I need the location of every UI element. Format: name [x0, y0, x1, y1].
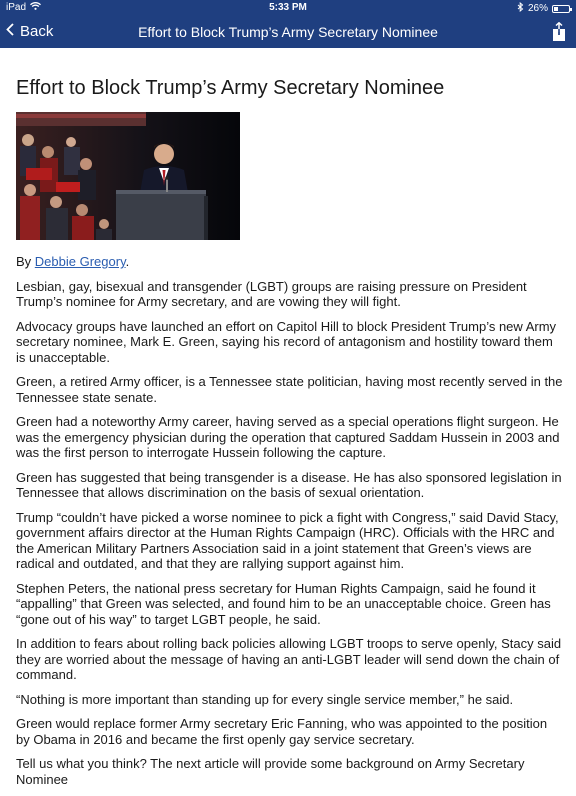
status-time: 5:33 PM — [269, 2, 307, 13]
article-paragraph: Green has suggested that being transgender is a disease. He has also sponsored legislation in Tennessee that allows discrimination on the basis of sexual orientation. — [16, 469, 562, 500]
byline-suffix: . — [125, 254, 130, 269]
article-paragraph: Advocacy groups have launched an effort on Capitol Hill to block President Trump’s new Army secretary nominee, Mark E. Green, saying his record of antagonism and hostility toward them is unacceptable. — [16, 318, 557, 365]
article-paragraph: Green would replace former Army secretary Eric Fanning, who was appointed to the position by Obama in 2016 and became the first openly gay service secretary. — [16, 716, 548, 747]
share-icon[interactable] — [552, 22, 566, 42]
article-paragraph: Lesbian, gay, bisexual and transgender (LGBT) groups are raising pressure on President Trump’s nominee for Army secretary, and are vowing they will fight. — [16, 278, 527, 309]
back-label: Back — [20, 23, 54, 40]
article-paragraph: Tell us what you think? The next article will provide some background on Army Secretary Nominee — [16, 756, 525, 787]
back-chevron-icon — [6, 23, 14, 40]
byline — [16, 254, 564, 270]
back-button[interactable] — [6, 23, 53, 40]
article-title: Effort to Block Trump’s Army Secretary Nominee — [16, 77, 445, 99]
nav-title: Effort to Block Trump’s Army Secretary Nominee — [138, 24, 438, 40]
battery-icon — [552, 5, 570, 13]
status-bar — [0, 0, 576, 16]
article-paragraph: “Nothing is more important than standing up for every single service member,” he said. — [16, 691, 514, 707]
device-label: iPad — [6, 2, 27, 13]
navigation-bar — [0, 16, 576, 48]
author-link[interactable]: Debbie Gregory — [34, 254, 126, 269]
article-photo — [16, 112, 240, 240]
battery-fill — [554, 7, 558, 11]
article-paragraph: Green, a retired Army officer, is a Tennessee state politician, having most recently served in the Tennessee state senate. — [16, 374, 563, 405]
status-right — [517, 2, 570, 15]
article-paragraph: Trump “couldn’t have picked a worse nominee to pick a fight with Congress,” said David Stacy, government affairs director at the Human Rights Campaign (HRC). Officials with the HRC and the American Military Partners Association said in a joint statement that Green’s views are radical and outdated, and that they are rallying support against him. — [16, 509, 559, 571]
byline-prefix: By — [16, 254, 35, 269]
bluetooth-icon — [517, 2, 524, 15]
battery-percent: 26% — [527, 3, 548, 14]
article-paragraph: Stephen Peters, the national press secretary for Human Rights Campaign, said he found it “appalling” that Green was selected, and found him to be an unacceptable choice. Green has “gone out of his way” to target LGBT people, he said. — [16, 580, 551, 627]
article-paragraph: In addition to fears about rolling back policies allowing LGBT troops to serve openly, Stacy said they are worried about the message of having an anti-LGBT leader will send down the chain of command. — [16, 636, 562, 682]
article-paragraph: Green had a noteworthy Army career, having served as a special operations flight surgeon. He was the emergency physician during the operation that captured Saddam Hussein in 2003 and was the first person to interrogate Hussein following the capture. — [16, 414, 560, 460]
article-content — [16, 76, 564, 796]
